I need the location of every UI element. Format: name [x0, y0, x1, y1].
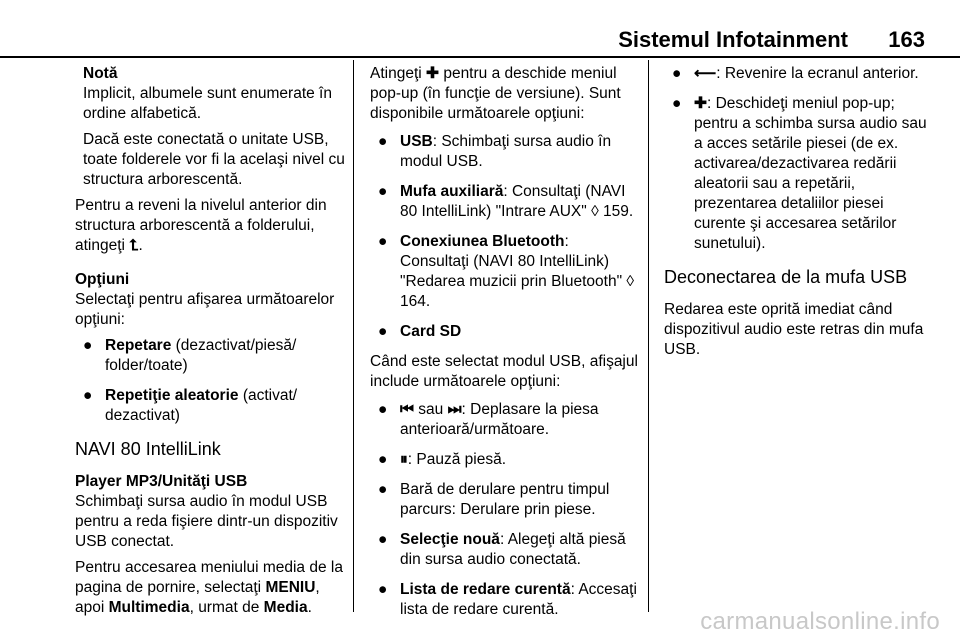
list-item — [370, 450, 640, 470]
bullet-icon: ● — [378, 451, 388, 468]
column-2 — [370, 64, 640, 630]
bullet-icon: ● — [378, 531, 388, 548]
control-popup-text: : Deschideţi meniul pop-up; pentru a schimba sursa audio sau a acces setările piesei (de ex. activarea/dezactivarea redării aleatorii sau a repetării, prezentarea detaliilor piesei curente şi accesarea setărilor sunetului). — [694, 95, 927, 252]
option-usb-text: : Schimbaţi sursa audio în modul USB. — [400, 133, 612, 170]
control-scrollbar-text: Bară de derulare pentru timpul parcurs: Derulare prin piese. — [400, 481, 610, 518]
back-text-end: . — [138, 237, 143, 254]
bullet-icon: ● — [83, 337, 93, 354]
note-paragraph-2: Dacă este conectată o unitate USB, toate folderele vor fi la acelaşi nivel cu structura arborescentă. — [83, 131, 345, 188]
menu-access-paragraph — [75, 558, 345, 618]
next-track-icon: ⏭ — [447, 401, 462, 418]
change-source-paragraph: Schimbaţi sursa audio în modul USB pentru a reda fişiere dintr-un dispozitiv USB conectat. — [75, 493, 338, 550]
plus-icon: ✚ — [426, 65, 440, 82]
options-label: Opţiuni — [75, 271, 130, 288]
control-text-or: sau — [413, 401, 448, 418]
option-aux-label: Mufa auxiliară — [400, 183, 504, 200]
disconnect-paragraph: Redarea este oprită imediat când dispozitivul audio este retras din mufa USB. — [664, 301, 924, 358]
usb-controls-list — [370, 400, 640, 620]
back-arrow-icon: ⟵ — [694, 65, 717, 82]
menu-term-multimedia: Multimedia — [108, 599, 190, 616]
list-item — [370, 322, 640, 342]
column-1 — [75, 64, 345, 624]
plus-icon: ✚ — [694, 95, 707, 112]
bullet-icon: ● — [83, 387, 93, 404]
bullet-icon: ● — [672, 65, 682, 82]
popup-text-1: Atingeţi — [370, 65, 427, 82]
page-number: 163 — [888, 27, 925, 52]
control-new-selection-label: Selecţie nouă — [400, 531, 500, 548]
menu-text-1: Pentru accesarea meniului media de la pagina de pornire, selectaţi — [75, 559, 343, 596]
popup-text-2: pentru a deschide meniul pop-up (în funcţie de versiune). Sunt disponibile următoarele opţiuni: — [370, 65, 621, 122]
note-block — [83, 64, 345, 190]
list-item — [370, 232, 640, 312]
menu-term-media: Media — [263, 599, 308, 616]
back-text: Pentru a reveni la nivelul anterior din structura arborescentă a folderului, atingeţi — [75, 197, 327, 254]
option-shuffle-label: Repetiţie aleatorie — [105, 387, 239, 404]
list-item — [664, 64, 930, 84]
bullet-icon: ● — [378, 481, 388, 498]
subsection-title-usb-player: Player MP3/Unităţi USB — [75, 473, 248, 490]
option-aux-text: : Consultaţi (NAVI 80 IntelliLink) "Intrare AUX" ◊ 159. — [400, 183, 634, 220]
column-3 — [664, 64, 930, 366]
option-bluetooth-label: Conexiunea Bluetooth — [400, 233, 565, 250]
list-item — [664, 94, 930, 254]
list-item — [370, 480, 640, 520]
bullet-icon: ● — [378, 581, 388, 598]
option-bluetooth-text: : Consultaţi (NAVI 80 IntelliLink) "Redarea muzicii prin Bluetooth" ◊ 164. — [400, 233, 635, 310]
popup-paragraph — [370, 64, 640, 124]
option-sdcard-label: Card SD — [400, 323, 462, 340]
option-usb-label: USB — [400, 133, 433, 150]
bullet-icon: ● — [378, 233, 388, 250]
bullet-icon: ● — [378, 323, 388, 340]
menu-text-3: , urmat de — [189, 599, 264, 616]
column-divider-2 — [648, 60, 649, 612]
option-repeat-values: (dezactivat/piesă/ folder/toate) — [105, 337, 297, 374]
option-repeat-label: Repetare — [105, 337, 172, 354]
note-paragraph-1: Implicit, albumele sunt enumerate în ordine alfabetică. — [83, 85, 332, 122]
list-item — [370, 530, 640, 570]
back-paragraph — [75, 196, 345, 256]
list-item — [75, 336, 345, 376]
menu-text-2: , apoi — [75, 579, 320, 616]
bullet-icon: ● — [378, 401, 388, 418]
nav-controls-list — [664, 64, 930, 254]
column-divider-1 — [353, 60, 354, 612]
menu-term-meniu: MENIU — [265, 579, 316, 596]
bullet-icon: ● — [672, 95, 682, 112]
back-up-icon: ⮤ — [129, 237, 139, 254]
page-header — [0, 27, 960, 55]
pause-icon: ⏸ — [400, 451, 408, 468]
list-item — [370, 132, 640, 172]
list-item — [75, 386, 345, 426]
control-skip-text: : Deplasare la piesa anterioară/următoare. — [400, 401, 599, 438]
options-text: Selectaţi pentru afişarea următoarelor opţiuni: — [75, 291, 335, 328]
control-new-selection-text: : Alegeţi altă piesă din sursa audio conectată. — [400, 531, 626, 568]
control-playlist-text: : Accesaţi lista de redare curentă. — [400, 581, 637, 618]
options-list — [75, 336, 345, 426]
usb-mode-paragraph: Când este selectat modul USB, afişajul include următoarele opţiuni: — [370, 353, 638, 390]
section-title-navi80: NAVI 80 IntelliLink — [75, 439, 221, 459]
header-title: Sistemul Infotainment — [618, 27, 848, 52]
previous-track-icon: ⏮ — [400, 401, 414, 418]
bullet-icon: ● — [378, 183, 388, 200]
note-label: Notă — [83, 65, 118, 82]
menu-text-4: . — [307, 599, 312, 616]
bullet-icon: ● — [378, 133, 388, 150]
list-item — [370, 580, 640, 620]
control-back-text: : Revenire la ecranul anterior. — [716, 65, 919, 82]
source-options-list — [370, 132, 640, 342]
watermark: carmanualsonline.info — [700, 608, 940, 635]
control-playlist-label: Lista de redare curentă — [400, 581, 571, 598]
section-title-disconnect: Deconectarea de la mufa USB — [664, 267, 908, 287]
list-item — [370, 400, 640, 440]
control-pause-text: : Pauză piesă. — [407, 451, 506, 468]
option-shuffle-values: (activat/ dezactivat) — [105, 387, 298, 424]
list-item — [370, 182, 640, 222]
header-rule — [0, 56, 960, 58]
